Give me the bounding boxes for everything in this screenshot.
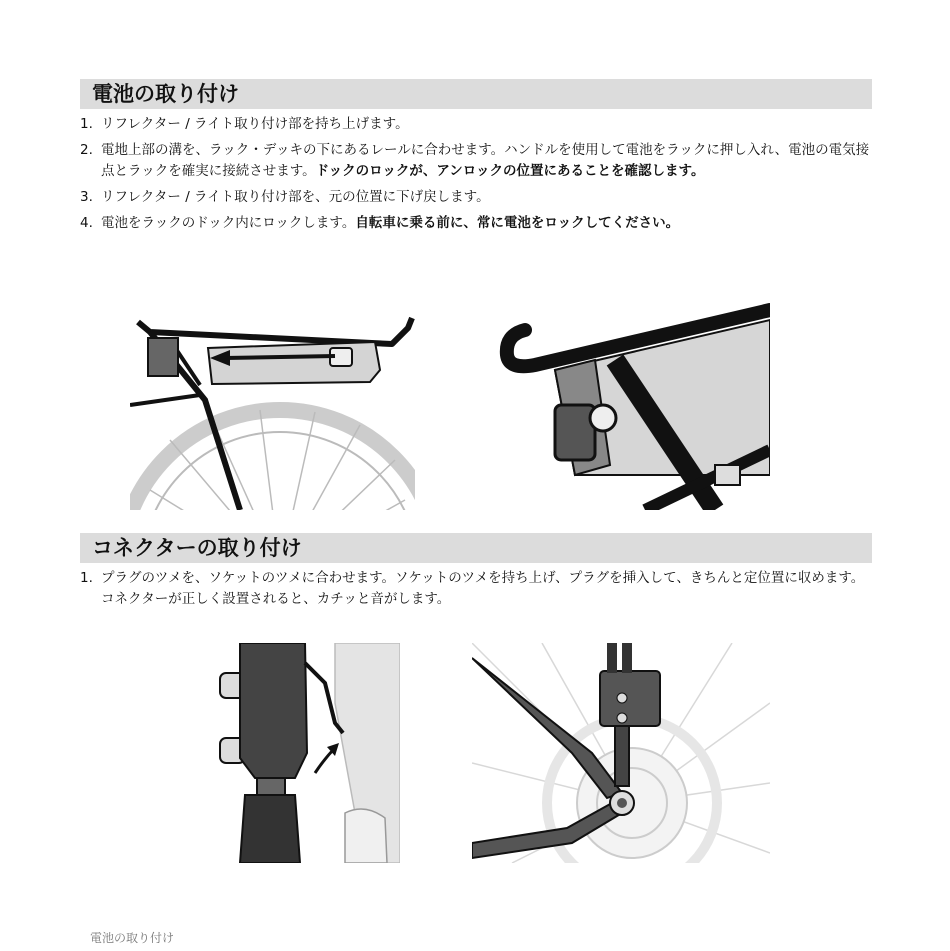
- rack-battery-illustration: [130, 300, 415, 510]
- step-text: 電地上部の溝を、ラック・デッキの下にあるレールに合わせます。ハンドルを使用して電池をラックに押し入れ、電池の電気接点とラックを確実に接続させます。: [101, 142, 870, 179]
- step-text: リフレクター / ライト取り付け部を持ち上げます。: [101, 116, 409, 132]
- step-warning: 自転車に乗る前に、常に電池をロックしてください。: [355, 215, 680, 231]
- rack-battery-drawing: [130, 300, 415, 510]
- section-header-connector: [80, 533, 872, 563]
- section-title: 電池の取り付け: [92, 82, 239, 106]
- dock-lock-drawing: [495, 300, 770, 510]
- step-text: 電池をラックのドック内にロックします。: [101, 215, 356, 231]
- connector-plug-illustration: [215, 643, 400, 863]
- section-header-battery: [80, 79, 872, 109]
- step-warning: ドックのロックが、アンロックの位置にあることを確認します。: [315, 163, 705, 179]
- step-text: リフレクター / ライト取り付け部を、元の位置に下げ戻します。: [101, 189, 490, 205]
- step-item: 3. リフレクター / ライト取り付け部を、元の位置に下げ戻します。: [80, 189, 490, 205]
- section-title: コネクターの取り付け: [92, 536, 302, 560]
- dock-lock-illustration: [495, 300, 770, 510]
- rear-hub-connector-illustration: [472, 643, 770, 863]
- connector-plug-drawing: [215, 643, 400, 863]
- step-item: 1. リフレクター / ライト取り付け部を持ち上げます。: [80, 116, 409, 132]
- step-item: 1. プラグのツメを、ソケットのツメに合わせます。ソケットのツメを持ち上げ、プラグを挿入して、きちんと定位置に収めます。コネクターが正しく設置されると、カチッと音がします。: [80, 570, 865, 607]
- connector-steps-list: [80, 568, 872, 615]
- step-text: プラグのツメを、ソケットのツメに合わせます。ソケットのツメを持ち上げ、プラグを挿入して、きちんと定位置に収めます。コネクターが正しく設置されると、カチッと音がします。: [101, 570, 865, 607]
- rear-hub-drawing: [472, 643, 770, 863]
- battery-steps-list: [80, 114, 872, 239]
- step-item: 2. 電地上部の溝を、ラック・デッキの下にあるレールに合わせます。ハンドルを使用して電池をラックに押し入れ、電池の電気接点とラックを確実に接続させます。ドックのロックが、アンロックの位置にあることを確認します。: [80, 142, 870, 179]
- page-footer: 電池の取り付け: [90, 931, 175, 945]
- step-item: 4. 電池をラックのドック内にロックします。自転車に乗る前に、常に電池をロックしてください。: [80, 215, 680, 231]
